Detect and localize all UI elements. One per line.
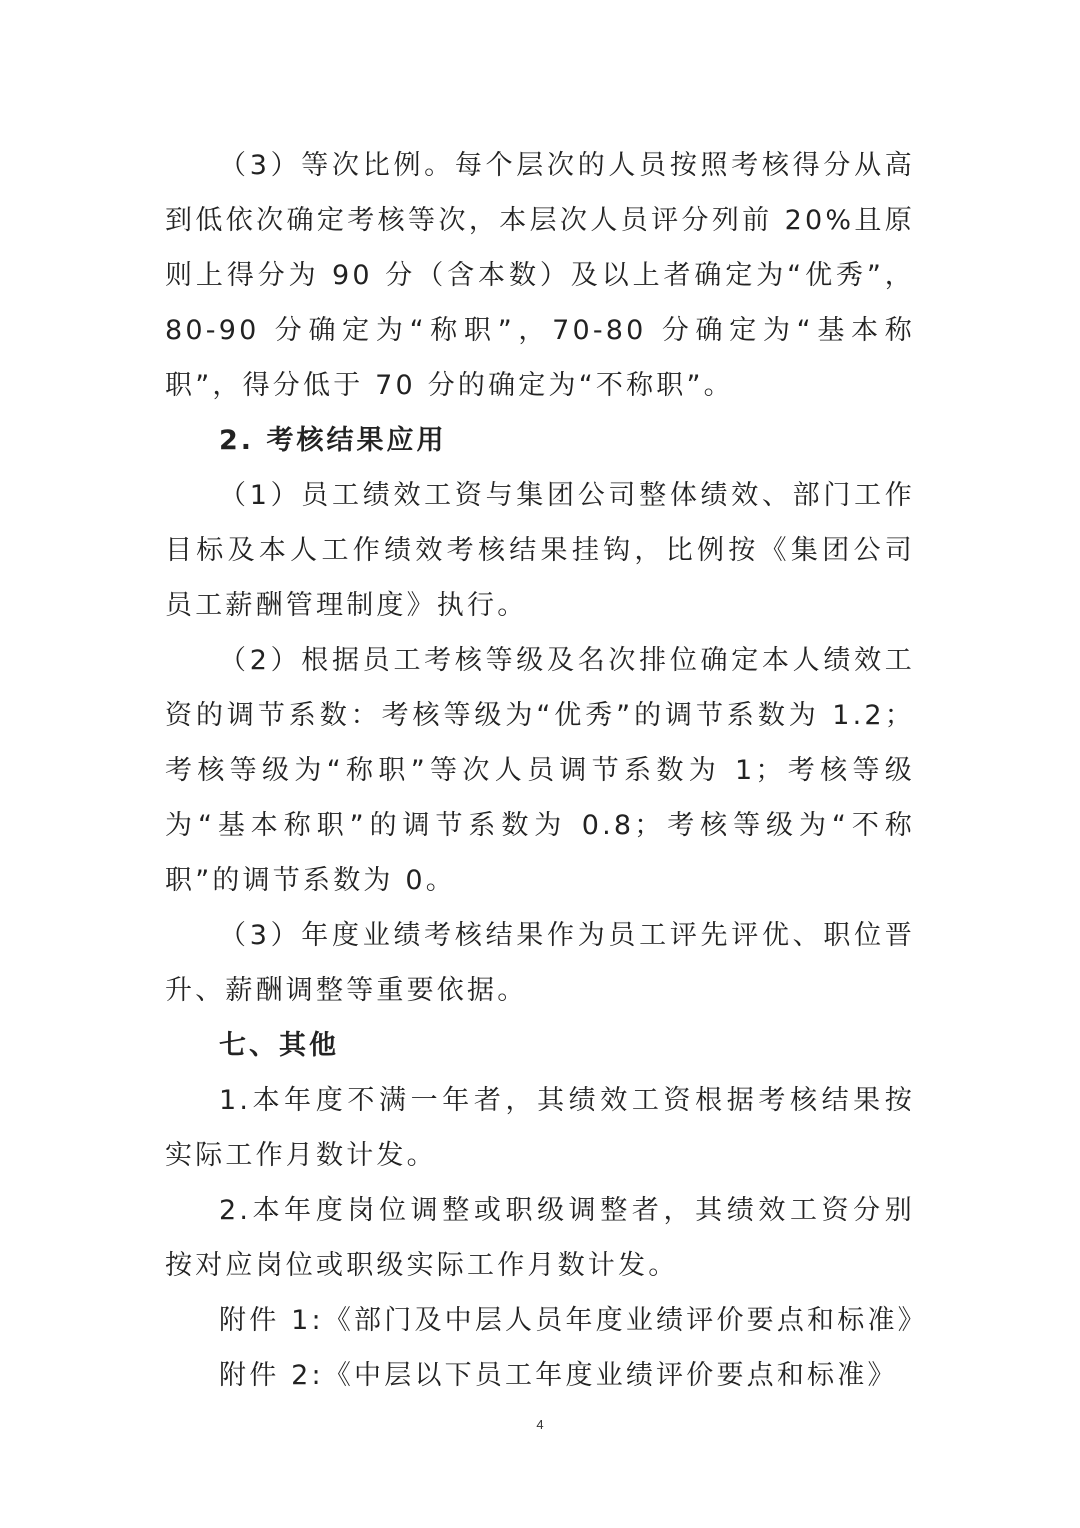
paragraph-salary-link: （1）员工绩效工资与集团公司整体绩效、部门工作目标及本人工作绩效考核结果挂钩，比例按《集团公司员工薪酬管理制度》执行。 <box>165 480 915 621</box>
document-body <box>165 138 928 1403</box>
heading-other: 七、其他 <box>219 1030 339 1061</box>
attachment-2: 附件 2:《中层以下员工年度业绩评价要点和标准》 <box>219 1360 898 1391</box>
paragraph-partial-year: 1.本年度不满一年者，其绩效工资根据考核结果按实际工作月数计发。 <box>165 1085 915 1171</box>
paragraph-grade-ratio: （3）等次比例。每个层次的人员按照考核得分从高到低依次确定考核等次，本层次人员评分列前 20%且原则上得分为 90 分（含本数）及以上者确定为“优秀”，80-90 分确定为“称职”，70-80 分确定为“基本称职”，得分低于 70 分的确定为“不称职”。 <box>165 150 915 401</box>
heading-result-application: 2. 考核结果应用 <box>219 425 447 456</box>
paragraph-result-basis: （3）年度业绩考核结果作为员工评先评优、职位晋升、薪酬调整等重要依据。 <box>165 920 915 1006</box>
paragraph-position-change: 2.本年度岗位调整或职级调整者，其绩效工资分别按对应岗位或职级实际工作月数计发。 <box>165 1195 915 1281</box>
attachment-1: 附件 1:《部门及中层人员年度业绩评价要点和标准》 <box>219 1305 928 1336</box>
paragraph-adjust-coefficient: （2）根据员工考核等级及名次排位确定本人绩效工资的调节系数：考核等级为“优秀”的调节系数为 1.2；考核等级为“称职”等次人员调节系数为 1；考核等级为“基本称职”的调节系数为 0.8；考核等级为“不称职”的调节系数为 0。 <box>165 645 915 896</box>
page-number: 4 <box>536 1417 544 1432</box>
